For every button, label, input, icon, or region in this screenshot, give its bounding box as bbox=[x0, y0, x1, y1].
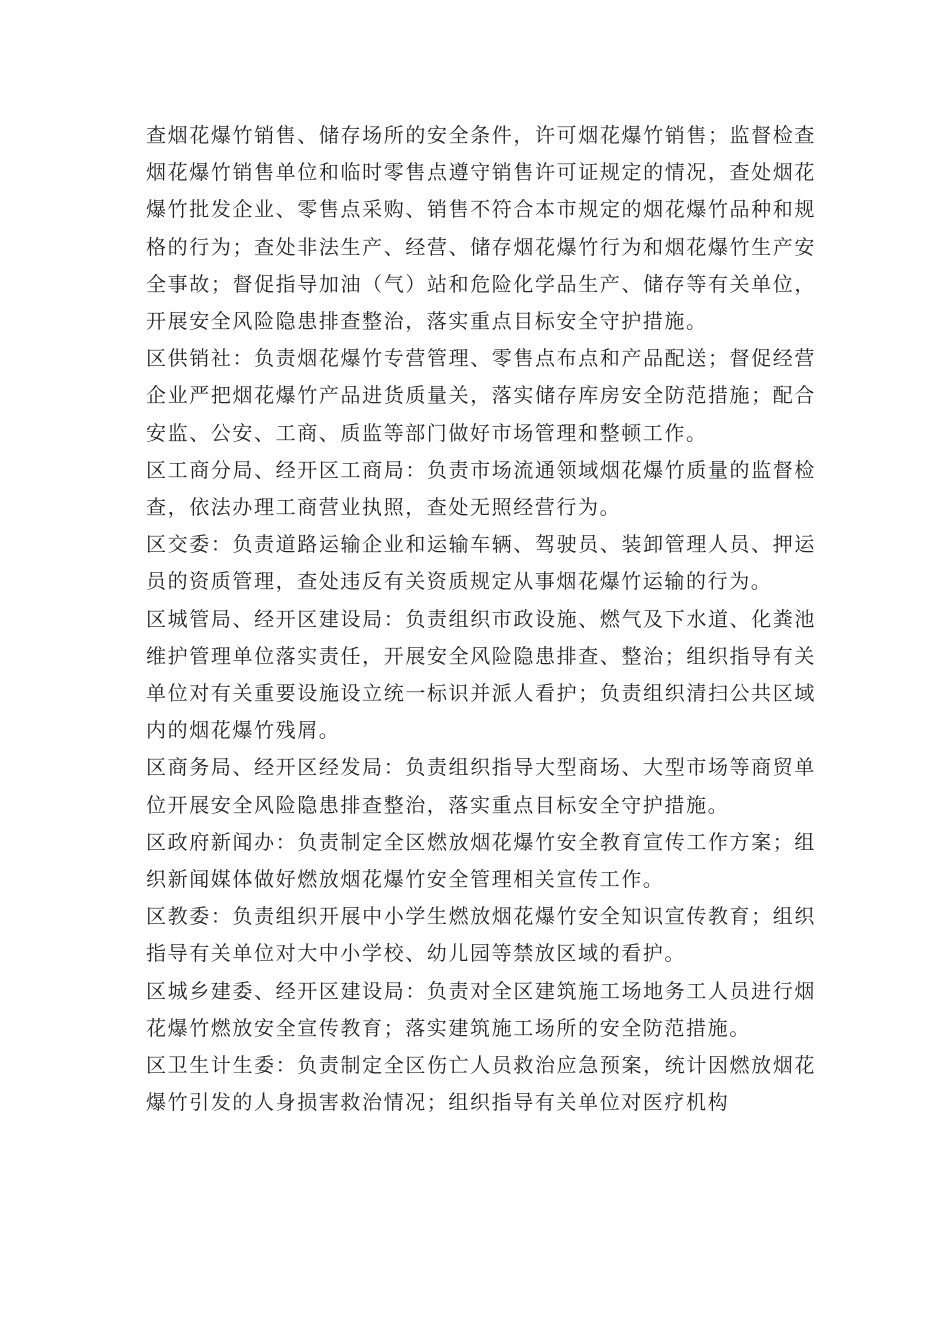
paragraph-commerce-bureau: 区商务局、经开区经发局：负责组织指导大型商场、大型市场等商贸单位开展安全风险隐患排查整治，落实重点目标安全守护措施。 bbox=[146, 755, 816, 817]
paragraph-education-committee: 区教委：负责组织开展中小学生燃放烟花爆竹安全知识宣传教育；组织指导有关单位对大中小学校、幼儿园等禁放区域的看护。 bbox=[146, 904, 816, 966]
paragraph-urban-management: 区城管局、经开区建设局：负责组织市政设施、燃气及下水道、化粪池维护管理单位落实责任，开展安全风险隐患排查、整治；组织指导有关单位对有关重要设施设立统一标识并派人看护；负责组织清扫公共区域内的烟花爆竹残屑。 bbox=[146, 606, 816, 743]
paragraph-transport-committee: 区交委：负责道路运输企业和运输车辆、驾驶员、装卸管理人员、押运员的资质管理，查处违反有关资质规定从事烟花爆竹运输的行为。 bbox=[146, 532, 816, 594]
paragraph-construction-committee: 区城乡建委、经开区建设局：负责对全区建筑施工场地务工人员进行烟花爆竹燃放安全宣传教育；落实建筑施工场所的安全防范措施。 bbox=[146, 978, 816, 1040]
document-body bbox=[146, 117, 816, 1121]
paragraph-press-office: 区政府新闻办：负责制定全区燃放烟花爆竹安全教育宣传工作方案；组织新闻媒体做好燃放烟花爆竹安全管理相关宣传工作。 bbox=[146, 829, 816, 892]
paragraph-supply-cooperative: 区供销社：负责烟花爆竹专营管理、零售点布点和产品配送；督促经营企业严把烟花爆竹产品进货质量关，落实储存库房安全防范措施；配合安监、公安、工商、质监等部门做好市场管理和整顿工作。 bbox=[146, 346, 816, 445]
paragraph-health-committee: 区卫生计生委：负责制定全区伤亡人员救治应急预案，统计因燃放烟花爆竹引发的人身损害救治情况；组织指导有关单位对医疗机构 bbox=[146, 1053, 816, 1115]
paragraph-safety-supervision: 查烟花爆竹销售、储存场所的安全条件，许可烟花爆竹销售；监督检查烟花爆竹销售单位和临时零售点遵守销售许可证规定的情况，查处烟花爆竹批发企业、零售点采购、销售不符合本市规定的烟花爆竹品种和规格的行为；查处非法生产、经营、储存烟花爆竹行为和烟花爆竹生产安全事故；督促指导加油（气）站和危险化学品生产、储存等有关单位，开展安全风险隐患排查整治，落实重点目标安全守护措施。 bbox=[146, 123, 816, 334]
paragraph-industry-commerce: 区工商分局、经开区工商局：负责市场流通领域烟花爆竹质量的监督检查，依法办理工商营业执照，查处无照经营行为。 bbox=[146, 457, 816, 520]
